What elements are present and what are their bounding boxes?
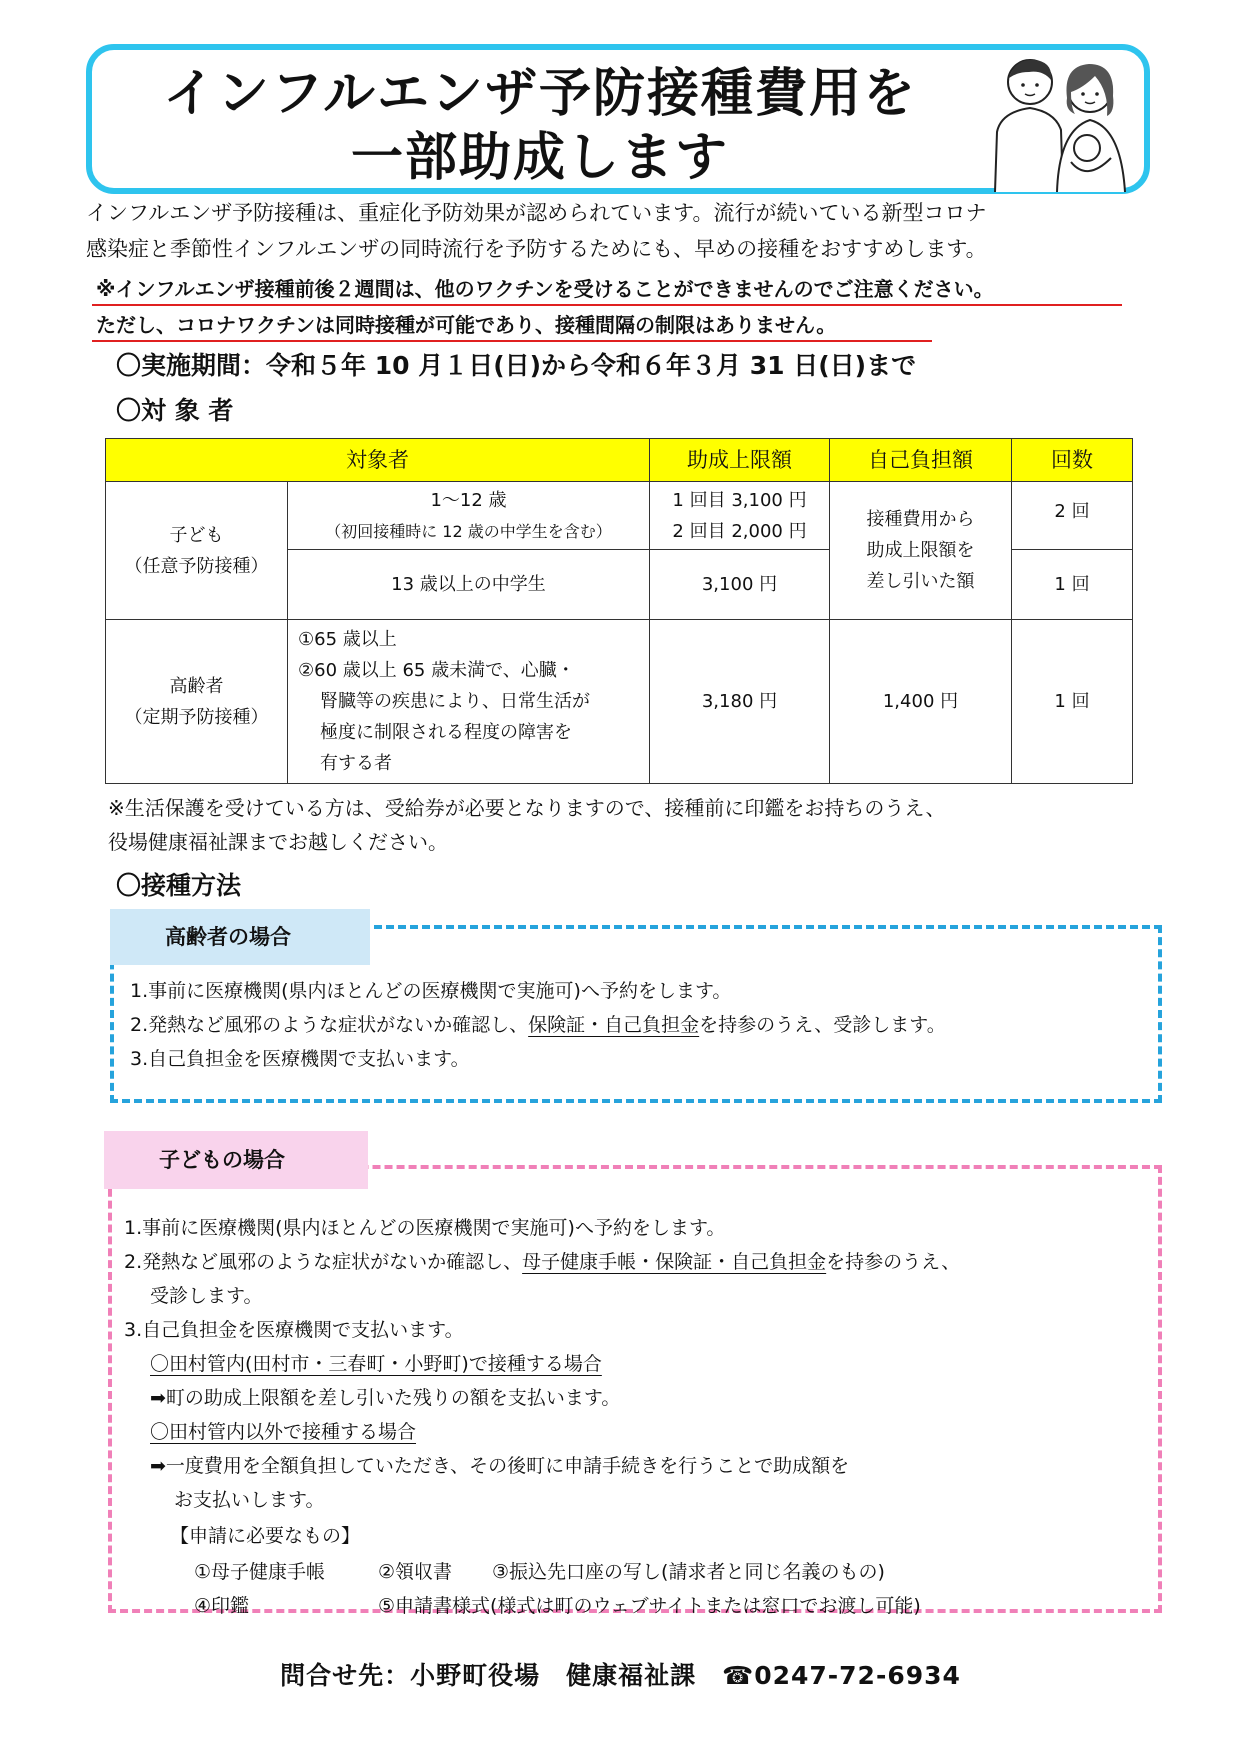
elderly-target-4: 極度に制限される程度の障害を xyxy=(320,722,572,743)
child-row2-count: 1 回 xyxy=(1012,550,1133,620)
header-target: 対象者 xyxy=(106,439,650,482)
table-header-row xyxy=(106,439,1133,482)
elderly-target-3: 腎臓等の疾患により、日常生活が xyxy=(320,691,590,712)
child-row1-target: 1～12 歳 xyxy=(430,489,507,511)
required-item-4: ④印鑑 xyxy=(194,1595,250,1617)
child-row1-count: 2 回 xyxy=(1012,482,1133,550)
required-item-1: ①母子健康手帳 xyxy=(194,1561,326,1583)
child-row2-limit: 3,100 円 xyxy=(650,550,830,620)
required-item-5: ⑤申請書様式(様式は町のウェブサイトまたは窓口でお渡し可能) xyxy=(378,1595,921,1617)
elderly-group-cell xyxy=(106,620,288,784)
child-row1-target-note: （初回接種時に 12 歳の中学生を含む） xyxy=(325,521,612,541)
required-item-3: ③振込先口座の写し(請求者と同じ名義のもの) xyxy=(492,1561,885,1583)
required-item-2: ②領収書 xyxy=(378,1561,453,1583)
child-group: 子ども xyxy=(169,524,224,546)
elderly-count: 1 回 xyxy=(1012,620,1133,784)
elderly-target-cell xyxy=(288,620,650,784)
elderly-target-1: ①65 歳以上 xyxy=(298,629,397,650)
page-title-line-2: 一部助成します xyxy=(350,128,729,188)
note-line-1: ※生活保護を受けている方は、受給券が必要となりますので、接種前に印鑑をお持ちのうえ、 xyxy=(108,796,946,820)
warning-line-1: ※インフルエンザ接種前後２週間は、他のワクチンを受けることができませんのでご注意ください。 xyxy=(96,277,994,301)
intro-line-2: 感染症と季節性インフルエンザの同時流行を予防するためにも、早めの接種をおすすめします。 xyxy=(86,237,987,261)
child-case-2: 〇田村管内以外で接種する場合 xyxy=(150,1421,417,1443)
elderly-box-label: 高齢者の場合 xyxy=(110,909,370,965)
page-title-line-1: インフルエンザ予防接種費用を xyxy=(163,64,917,124)
elderly-copay: 1,400 円 xyxy=(830,620,1012,784)
child-step-2-cont: 受診します。 xyxy=(150,1285,263,1307)
child-copay-cell xyxy=(830,482,1012,620)
child-case-1: 〇田村管内(田村市・三春町・小野町)で接種する場合 xyxy=(150,1353,602,1375)
child-step-2 xyxy=(124,1245,960,1279)
child-row2-target: 13 歳以上の中学生 xyxy=(288,550,650,620)
child-box-label: 子どもの場合 xyxy=(104,1131,368,1189)
child-step-3: 3.自己負担金を医療機関で支払います。 xyxy=(124,1319,464,1341)
note-line-2: 役場健康福祉課までお越しください。 xyxy=(108,830,448,854)
method-heading: 〇接種方法 xyxy=(116,871,242,900)
family-illustration xyxy=(985,52,1135,194)
child-case-2-detail-1: ➡一度費用を全額負担していただき、その後町に申請手続きを行うことで助成額を xyxy=(150,1455,850,1477)
elderly-limit: 3,180 円 xyxy=(650,620,830,784)
child-step-2-post: を持参のうえ、 xyxy=(826,1251,961,1273)
child-group-sub: （任意予防接種） xyxy=(124,555,269,577)
child-copay-3: 差し引いた額 xyxy=(866,571,975,592)
child-copay-1: 接種費用から xyxy=(866,509,975,530)
child-row1-limit-cell xyxy=(650,482,830,550)
table-row xyxy=(106,482,1133,550)
elderly-step-2-pre: 2.発熱など風邪のような症状がないか確認し、 xyxy=(130,1014,529,1036)
child-row1-limit-1: 1 回目 3,100 円 xyxy=(672,489,807,511)
header-copay: 自己負担額 xyxy=(830,439,1012,482)
child-step-1: 1.事前に医療機関(県内ほとんどの医療機関で実施可)へ予約をします。 xyxy=(124,1217,726,1239)
header-limit: 助成上限額 xyxy=(650,439,830,482)
child-group-cell xyxy=(106,482,288,620)
target-heading: 〇対 象 者 xyxy=(116,396,234,425)
child-case-2-detail-2: お支払いします。 xyxy=(174,1489,325,1511)
child-row1-target-cell xyxy=(288,482,650,550)
intro-line-1: インフルエンザ予防接種は、重症化予防効果が認められています。流行が続いている新型コロナ xyxy=(86,201,987,225)
required-heading: 【申請に必要なもの】 xyxy=(170,1525,361,1547)
elderly-target-2: ②60 歳以上 65 歳未満で、心臓・ xyxy=(298,660,575,681)
table-row xyxy=(106,620,1133,784)
child-copay-2: 助成上限額を xyxy=(866,540,975,561)
warning-line-2: ただし、コロナワクチンは同時接種が可能であり、接種間隔の制限はありません。 xyxy=(96,313,837,337)
elderly-step-1: 1.事前に医療機関(県内ほとんどの医療機関で実施可)へ予約をします。 xyxy=(130,980,732,1002)
contact-info: 問合せ先：小野町役場 健康福祉課 ☎0247-72-6934 xyxy=(280,1661,961,1690)
elderly-step-3: 3.自己負担金を医療機関で支払います。 xyxy=(130,1048,470,1070)
warning-underline-2 xyxy=(92,340,932,342)
child-row1-limit-2: 2 回目 2,000 円 xyxy=(672,520,807,542)
warning-underline-1 xyxy=(92,304,1122,306)
subsidy-table xyxy=(105,438,1133,784)
elderly-step-2-post: を持参のうえ、受診します。 xyxy=(699,1014,946,1036)
elderly-group: 高齢者 xyxy=(169,675,224,697)
child-step-2-pre: 2.発熱など風邪のような症状がないか確認し、 xyxy=(124,1251,523,1273)
child-step-2-items: 母子健康手帳・保険証・自己負担金 xyxy=(522,1251,827,1273)
elderly-target-5: 有する者 xyxy=(320,753,392,774)
period-heading: 〇実施期間：令和５年 10 月１日(日)から令和６年３月 31 日(日)まで xyxy=(116,351,917,380)
child-case-1-detail: ➡町の助成上限額を差し引いた残りの額を支払います。 xyxy=(150,1387,621,1409)
header-count: 回数 xyxy=(1012,439,1133,482)
elderly-step-2-items: 保険証・自己負担金 xyxy=(528,1014,700,1036)
elderly-step-2 xyxy=(130,1008,946,1042)
elderly-group-sub: （定期予防接種） xyxy=(124,706,269,728)
